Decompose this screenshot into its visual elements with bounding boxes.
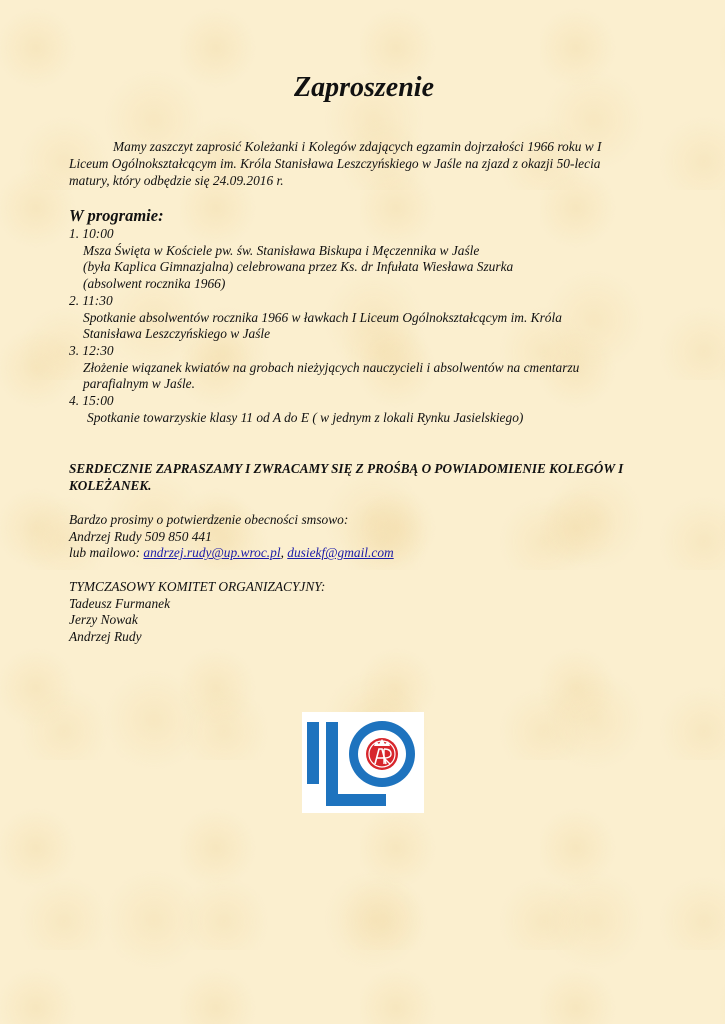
appeal-text: SERDECZNIE ZAPRASZAMY I ZWRACAMY SIĘ Z PROŚBĄ O POWIADOMIENIE KOLEGÓW I KOLEŻANEK. [69, 461, 624, 493]
email-link-andrzej[interactable]: andrzej.rudy@up.wroc.pl [143, 545, 281, 561]
program-item-line: parafialnym w Jaśle. [83, 376, 195, 392]
mail-prefix: lub mailowo: [69, 545, 144, 561]
program-item-line: Spotkanie towarzyskie klasy 11 od A do E ( w jednym z lokali Rynku Jasielskiego) [87, 409, 524, 425]
confirmation-request: Bardzo prosimy o potwierdzenie obecności smsowo: [69, 512, 349, 527]
program-item-line: Stanisława Leszczyńskiego w Jaśle [83, 326, 271, 342]
committee-block [69, 579, 325, 646]
committee-member: Jerzy Nowak [69, 612, 138, 628]
program-item [69, 293, 649, 343]
email-link-dusiekf[interactable]: dusiekf@gmail.com [287, 545, 394, 561]
program-item-time: 1. 10:00 [69, 226, 114, 241]
program-item [69, 393, 649, 426]
program-item-time: 4. 15:00 [69, 393, 114, 409]
committee-heading: TYMCZASOWY KOMITET ORGANIZACYJNY: [69, 579, 326, 594]
mail-contact-line [69, 545, 394, 562]
intro-paragraph: Mamy zaszczyt zaprosić Koleżanki i Kolegów zdających egzamin dojrzałości 1966 roku w I Liceum Ogólnokształcącym im. Króla Stanisława Leszczyńskiego w Jaśle na zjazd z okazji 50-lecia matury, który odbędzie się 24.09.2016 r. [69, 139, 602, 188]
school-logo-graphic [302, 712, 424, 813]
program-heading: W programie: [69, 206, 164, 225]
committee-member: Tadeusz Furmanek [69, 595, 171, 611]
program-item-line: Złożenie wiązanek kwiatów na grobach nieżyjących nauczycieli i absolwentów na cmentarzu [83, 359, 580, 375]
program-list [69, 226, 649, 426]
program-item [69, 343, 649, 393]
confirmation-block [69, 512, 394, 562]
sms-contact: Andrzej Rudy 509 850 441 [69, 528, 212, 544]
page-title: Zaproszenie [294, 72, 434, 103]
program-item-line: (była Kaplica Gimnazjalna) celebrowana przez Ks. dr Infułata Wiesława Szurka [83, 259, 514, 275]
school-logo-icon [302, 712, 424, 813]
email-separator: , [280, 545, 288, 561]
program-item-line: (absolwent rocznika 1966) [83, 276, 226, 292]
program-item-line: Spotkanie absolwentów rocznika 1966 w ławkach I Liceum Ogólnokształcącym im. Króla [83, 309, 562, 325]
program-item-time: 3. 12:30 [69, 342, 114, 358]
committee-member: Andrzej Rudy [69, 629, 142, 645]
program-item-line: Msza Święta w Kościele pw. św. Stanisława Biskupa i Męczennika w Jaśle [83, 242, 480, 258]
program-item [69, 226, 649, 293]
program-item-time: 2. 11:30 [69, 292, 113, 308]
